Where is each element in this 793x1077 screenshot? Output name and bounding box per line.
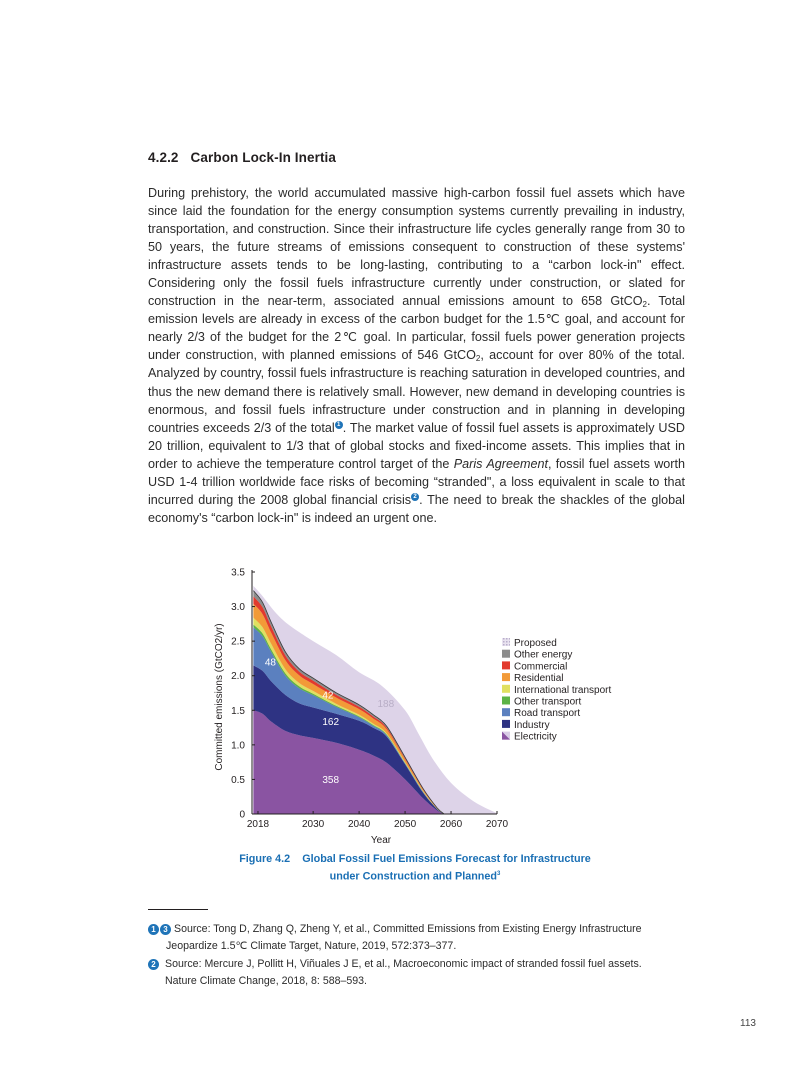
footnote-text: Jeopardize 1.5℃ Climate Target, Nature, 2019, 572:373–377. xyxy=(166,940,457,953)
legend-swatch xyxy=(502,697,510,705)
legend-label: Other transport xyxy=(514,696,582,708)
legend-item xyxy=(502,708,580,719)
figure-title-line1: Global Fossil Fuel Emissions Forecast for Infrastructure xyxy=(302,853,591,865)
legend-item xyxy=(502,673,563,684)
x-tick-label: 2070 xyxy=(485,819,509,830)
legend-item xyxy=(502,720,550,731)
y-tick-label: 0 xyxy=(239,809,245,821)
legend-swatch xyxy=(502,685,510,693)
figure-title-line2: under Construction and Planned xyxy=(329,870,497,883)
footnote-badge: 2 xyxy=(148,959,159,970)
y-tick-label: 3.0 xyxy=(231,602,245,614)
section-number: 4.2.2 xyxy=(148,150,179,165)
data-label: 358 xyxy=(322,774,340,786)
x-tick-label: 2030 xyxy=(302,819,325,830)
footnote-badge: 1 xyxy=(148,924,159,935)
y-axis-label: Committed emissions (GtCO2/yr) xyxy=(214,623,225,771)
footnote-ref-1[interactable]: 1 xyxy=(335,421,343,429)
footnote-ref-2[interactable]: 2 xyxy=(411,493,419,501)
paragraph-text: During prehistory, the world accumulated massive high-carbon fossil fuel assets which have since laid the foundation for the energy consumption systems currently prevailing in industry, transportation, and construction. Since their infrastructure life cycles generally range from 30 to 50 years, the future streams of emissions consequent to construction of these systems' infrastructure assets tends to be long-lasting, contributing to a “carbon lock-in" effect. Considering only the fossil fuels infrastructure currently under construction, or slated for construction in the near-term, associated annual emissions amount to 658 GtCO xyxy=(148,186,685,309)
data-label: 162 xyxy=(322,716,340,728)
figure-caption xyxy=(200,852,630,885)
paragraph-text: , account for over 80% of the total. Analyzed by country, fossil fuels infrastructure is reaching saturation in developed countries, and thus the new demand there is relatively small. However, new demand in developing countries is enormous, and fossil fuels infrastructure under construction and in planning in developing countries exceeds 2/3 of the total xyxy=(148,348,685,435)
footnote-badge: 3 xyxy=(160,924,171,935)
figure-number: Figure 4.2 xyxy=(239,853,291,865)
legend-label: Electricity xyxy=(514,731,557,743)
y-tick-label: 1.0 xyxy=(231,740,245,752)
paragraph-text: . The market value of fossil fuel assets is approximately USD 20 trillion, equivalent to 1/3 that of global stocks and fixed-income assets. This implies that in order to achieve the temperature control target of the xyxy=(148,420,685,471)
legend-label: Residential xyxy=(514,673,564,685)
body-paragraph xyxy=(148,184,685,527)
y-tick-label: 2.0 xyxy=(231,671,245,683)
legend-label: Road transport xyxy=(514,708,581,720)
y-tick-label: 1.5 xyxy=(231,705,245,717)
legend-item xyxy=(502,650,572,661)
footnote-1-3 xyxy=(148,921,688,956)
legend-swatch xyxy=(502,708,510,716)
footnote-badges xyxy=(148,924,171,935)
chart-legend xyxy=(502,638,612,743)
footnote-text: Source: Tong D, Zhang Q, Zheng Y, et al., Committed Emissions from Existing Energy Infrastructure xyxy=(174,923,642,935)
emissions-chart xyxy=(200,560,640,850)
y-tick-label: 3.5 xyxy=(231,567,245,579)
footnote-text: Nature Climate Change, 2018, 8: 588–593. xyxy=(165,975,368,988)
paragraph-text: . Total emission levels are already in excess of the carbon budget for the 1.5℃ goal, and account for nearly 2/3 of the budget for the 2℃ goal. In particular, fossil fuels power generation projects under construction, with planned emissions of 546 GtCO xyxy=(148,294,685,363)
legend-item xyxy=(502,685,612,696)
paragraph-text: . The need to break the shackles of the global economy's “carbon lock-in" is indeed an urgent one. xyxy=(148,492,685,525)
section-title: Carbon Lock-In Inertia xyxy=(190,150,336,165)
legend-swatch xyxy=(502,638,510,646)
subscript: 2 xyxy=(642,300,647,310)
x-tick-label: 2060 xyxy=(439,819,463,830)
legend-label: International transport xyxy=(514,684,612,696)
legend-swatch xyxy=(502,661,510,669)
legend-swatch xyxy=(502,720,510,728)
x-tick-label: 2050 xyxy=(393,819,417,830)
chart-svg xyxy=(200,560,640,850)
y-tick-label: 2.5 xyxy=(231,636,245,648)
x-axis-label: Year xyxy=(370,835,392,846)
subscript: 2 xyxy=(475,354,481,364)
legend-item xyxy=(502,697,581,708)
y-tick-label: 0.5 xyxy=(231,774,245,786)
footnotes xyxy=(148,921,688,991)
footnote-text: Source: Mercure J, Pollitt H, Viñuales J E, et al., Macroeconomic impact of stranded fossil fuel assets. xyxy=(165,957,642,970)
legend-item xyxy=(502,732,557,743)
footnote-divider xyxy=(148,909,208,910)
legend-item xyxy=(502,638,557,649)
page-number: 113 xyxy=(740,1018,756,1029)
chart-areas xyxy=(253,586,497,814)
data-label: 188 xyxy=(377,698,395,710)
legend-label: Industry xyxy=(514,719,550,731)
footnote-badges xyxy=(148,959,159,970)
italic-text: Paris Agreement xyxy=(453,456,548,471)
x-tick-label: 2040 xyxy=(347,819,371,830)
legend-swatch xyxy=(502,673,510,681)
legend-swatch xyxy=(502,650,510,658)
legend-item xyxy=(502,661,567,672)
section-heading xyxy=(148,150,336,165)
data-label: 48 xyxy=(264,657,276,669)
x-tick-label: 2018 xyxy=(246,819,270,830)
footnote-2 xyxy=(148,956,688,991)
legend-label: Other energy xyxy=(514,649,573,661)
data-label: 42 xyxy=(322,690,334,702)
figure-footnote-ref[interactable]: 3 xyxy=(497,871,501,877)
paragraph-text: , fossil fuel assets worth USD 1-4 trillion worldwide face risks of becoming “stranded", a loss equivalent in scale to that incurred during the 2008 global financial crisis xyxy=(148,456,685,507)
legend-label: Proposed xyxy=(514,638,557,649)
legend-label: Commercial xyxy=(514,661,568,673)
